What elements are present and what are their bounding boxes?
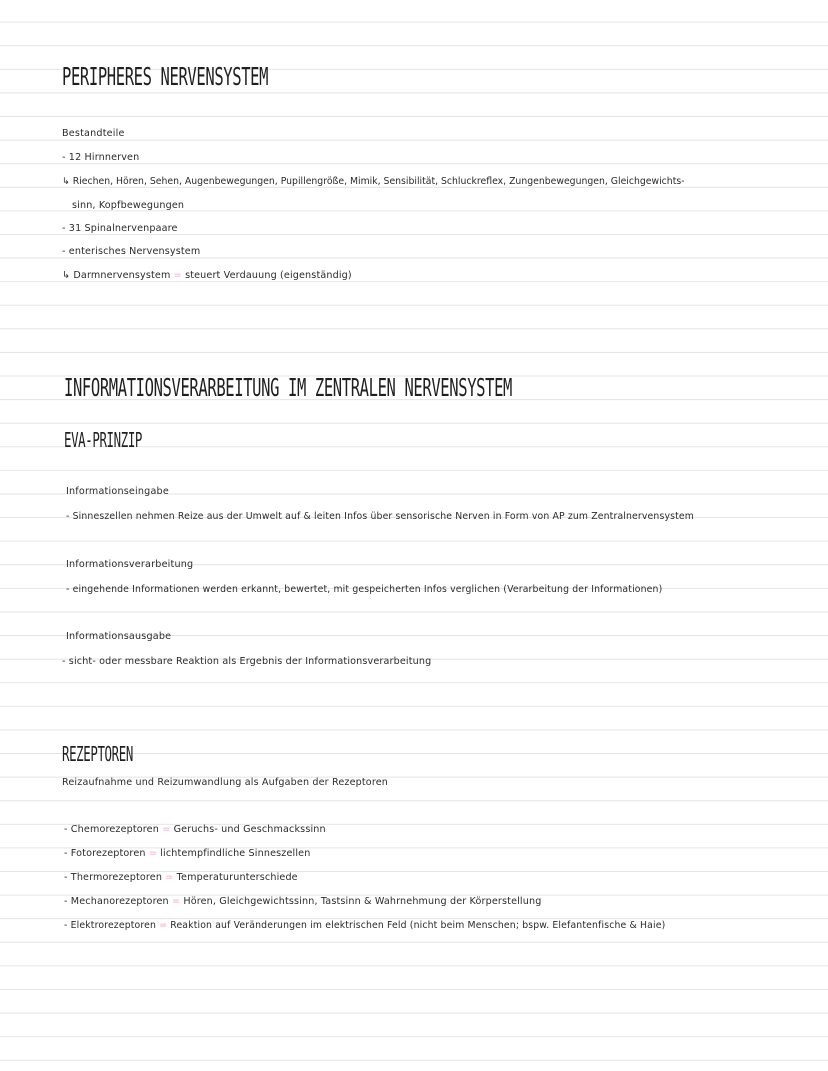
term: - Mechanorezeptoren bbox=[64, 896, 169, 907]
term: - Chemorezeptoren bbox=[64, 824, 159, 835]
note-line: - eingehende Informationen werden erkannt, bewertet, mit gespeicherten Infos verglichen (Verarbeitung der Informationen) bbox=[66, 584, 663, 595]
equals-sign: = bbox=[159, 920, 168, 931]
term: ↳ Darmnervensystem bbox=[62, 270, 171, 281]
label-informationsverarbeitung: Informationsverarbeitung bbox=[66, 559, 194, 570]
equals-sign: = bbox=[171, 896, 181, 907]
definition: Reaktion auf Veränderungen im elektrischen Feld (nicht beim Menschen; bspw. Elefantenfische & Haie) bbox=[170, 920, 666, 931]
term: - Elektrorezeptoren bbox=[64, 920, 157, 931]
equals-sign: = bbox=[148, 848, 158, 859]
note-line: ↳ Riechen, Hören, Sehen, Augenbewegungen, Pupillengröße, Mimik, Sensibilität, Schluckreflex, Zungenbewegungen, Gleichgewichts- bbox=[62, 176, 685, 187]
heading-rezeptoren: REZEPTOREN bbox=[62, 742, 133, 766]
list-item-fotorezeptoren bbox=[64, 848, 310, 859]
equals-sign: = bbox=[162, 824, 171, 835]
list-item-thermorezeptoren bbox=[64, 872, 298, 883]
list-item-mechanorezeptoren bbox=[64, 896, 541, 907]
term: - Fotorezeptoren bbox=[64, 848, 146, 859]
list-item-chemorezeptoren bbox=[64, 824, 326, 835]
list-item-elektrorezeptoren bbox=[64, 920, 665, 931]
definition: Geruchs- und Geschmackssinn bbox=[173, 824, 326, 835]
label-bestandteile: Bestandteile bbox=[62, 128, 125, 139]
note-line: - 31 Spinalnervenpaare bbox=[62, 223, 178, 234]
equals-sign: = bbox=[165, 872, 174, 883]
heading-eva-prinzip: EVA-PRINZIP bbox=[64, 428, 143, 452]
definition: steuert Verdauung (eigenständig) bbox=[185, 270, 352, 281]
rezeptoren-intro: Reizaufnahme und Reizumwandlung als Aufgaben der Rezeptoren bbox=[62, 777, 388, 788]
equals-sign: = bbox=[173, 270, 182, 281]
label-informationseingabe: Informationseingabe bbox=[66, 486, 169, 497]
definition: Temperaturunterschiede bbox=[176, 872, 298, 883]
term: - Thermorezeptoren bbox=[64, 872, 163, 883]
label-informationsausgabe: Informationsausgabe bbox=[66, 631, 172, 642]
note-line: - sicht- oder messbare Reaktion als Ergebnis der Informationsverarbeitung bbox=[62, 656, 432, 667]
definition: Hören, Gleichgewichtssinn, Tastsinn & Wahrnehmung der Körperstellung bbox=[183, 896, 542, 907]
note-line-darmnervensystem bbox=[62, 270, 352, 281]
note-line: - enterisches Nervensystem bbox=[62, 246, 201, 257]
heading-peripheres-nervensystem: PERIPHERES NERVENSYSTEM bbox=[62, 62, 269, 91]
note-line: sinn, Kopfbewegungen bbox=[72, 200, 185, 211]
note-line: - Sinneszellen nehmen Reize aus der Umwelt auf & leiten Infos über sensorische Nerven in Form von AP zum Zentralnervensystem bbox=[66, 511, 694, 522]
heading-informationsverarbeitung: INFORMATIONSVERARBEITUNG IM ZENTRALEN NERVENSYSTEM bbox=[64, 373, 512, 402]
note-line: - 12 Hirnnerven bbox=[62, 152, 140, 163]
definition: lichtempfindliche Sinneszellen bbox=[160, 848, 311, 859]
